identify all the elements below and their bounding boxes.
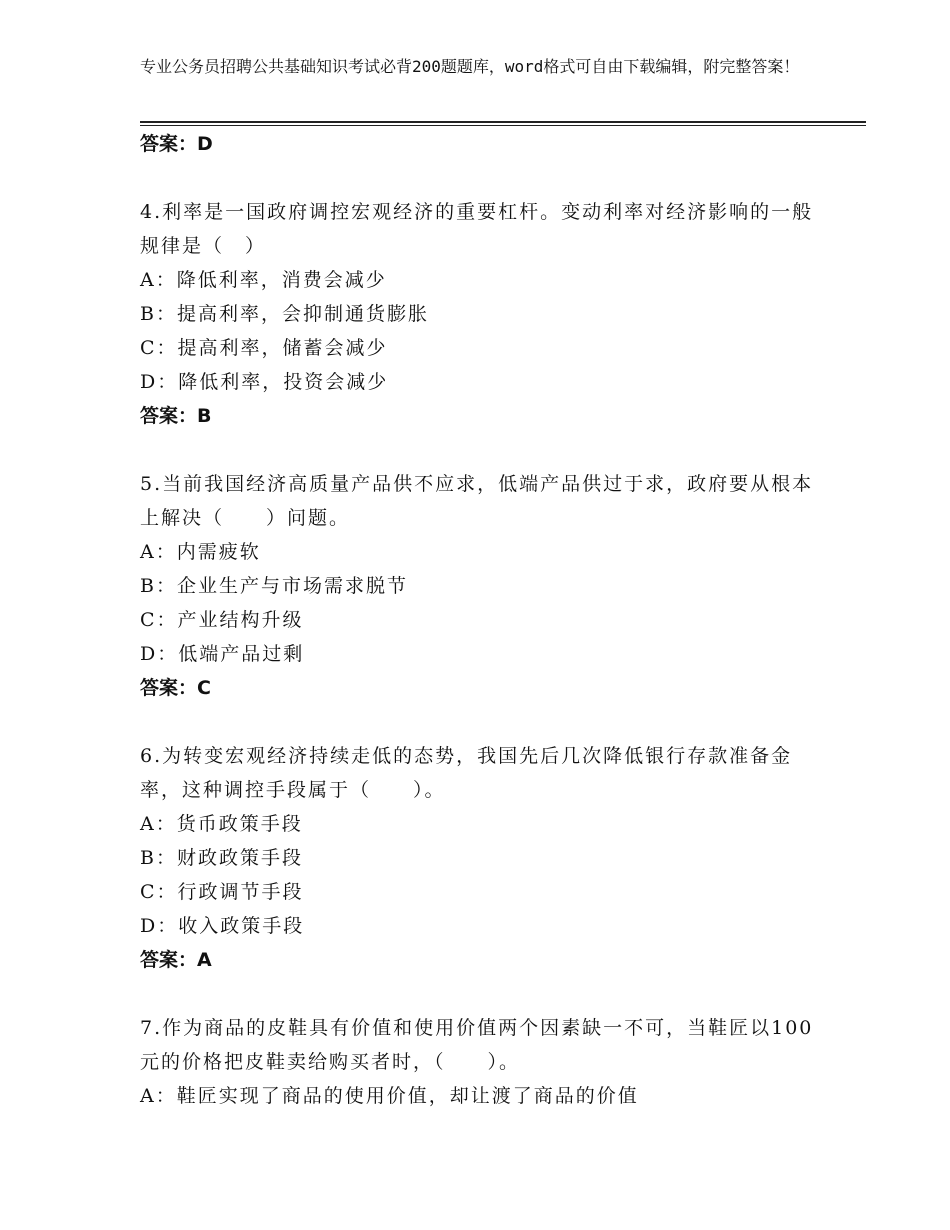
spacer — [140, 161, 820, 195]
answer-line: 答案：A — [140, 949, 212, 971]
option-a: A：内需疲软 — [140, 541, 261, 563]
question-stem: 6.为转变宏观经济持续走低的态势，我国先后几次降低银行存款准备金率，这种调控手段属于（ ）。 — [140, 745, 793, 801]
question-stem: 4.利率是一国政府调控宏观经济的重要杠杆。变动利率对经济影响的一般规律是（ ） — [140, 201, 814, 257]
option-c: C：行政调节手段 — [140, 881, 304, 903]
option-b: B：提高利率，会抑制通货膨胀 — [140, 303, 429, 325]
question-4 — [140, 195, 820, 433]
header-rule-thin — [140, 125, 866, 126]
answer-line: 答案：B — [140, 405, 212, 427]
option-d: D：低端产品过剩 — [140, 643, 305, 665]
option-b: B：财政政策手段 — [140, 847, 303, 869]
option-d: D：降低利率，投资会减少 — [140, 371, 389, 393]
option-d: D：收入政策手段 — [140, 915, 305, 937]
page-header: 专业公务员招聘公共基础知识考试必背200题题库，word格式可自由下载编辑，附完整答案！ — [140, 57, 800, 76]
option-c: C：提高利率，储蓄会减少 — [140, 337, 388, 359]
header-rule-thick — [140, 121, 866, 123]
answer-line: 答案：D — [140, 133, 213, 155]
option-a: A：降低利率，消费会减少 — [140, 269, 387, 291]
question-5 — [140, 467, 820, 705]
spacer — [140, 705, 820, 739]
option-a: A：鞋匠实现了商品的使用价值，却让渡了商品的价值 — [140, 1085, 639, 1107]
option-a: A：货币政策手段 — [140, 813, 303, 835]
question-stem: 5.当前我国经济高质量产品供不应求，低端产品供过于求，政府要从根本上解决（ ）问题。 — [140, 473, 814, 529]
question-7 — [140, 1011, 820, 1113]
question-6 — [140, 739, 820, 977]
option-c: C：产业结构升级 — [140, 609, 304, 631]
question-stem: 7.作为商品的皮鞋具有价值和使用价值两个因素缺一不可，当鞋匠以100元的价格把皮鞋卖给购买者时，（ ）。 — [140, 1017, 814, 1073]
option-b: B：企业生产与市场需求脱节 — [140, 575, 408, 597]
spacer — [140, 433, 820, 467]
document-content — [140, 127, 820, 1113]
answer-line: 答案：C — [140, 677, 211, 699]
spacer — [140, 977, 820, 1011]
